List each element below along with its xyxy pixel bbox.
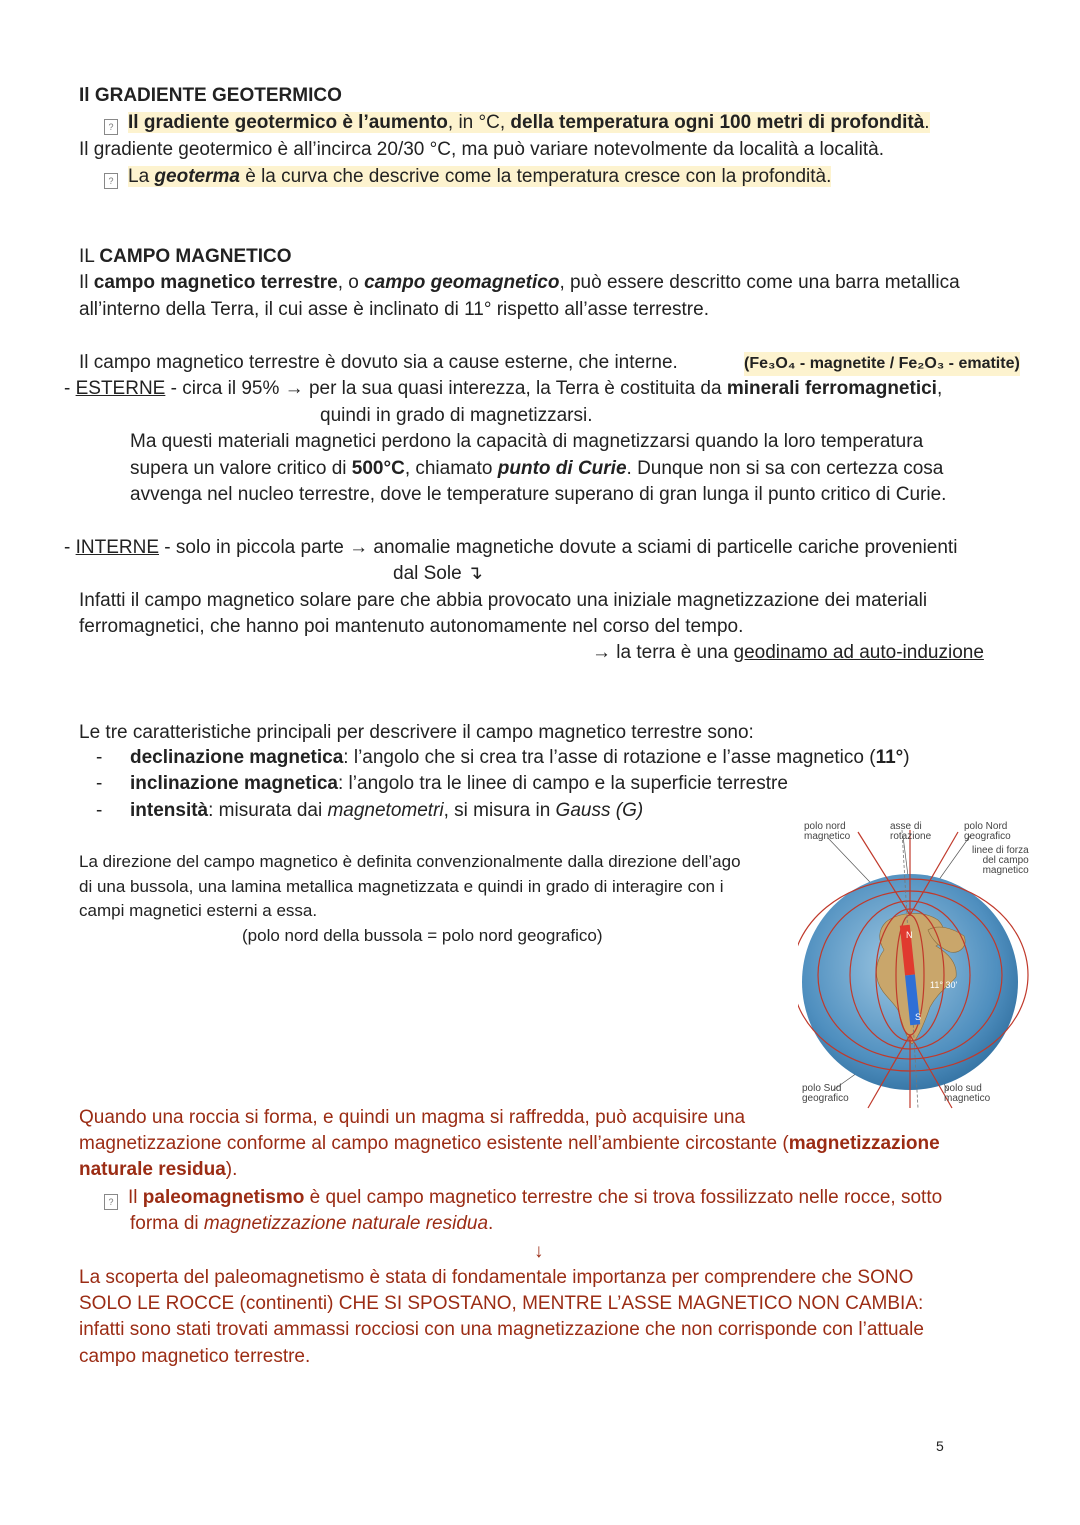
label-polo-nord-magnetico: polo nord magnetico (804, 821, 851, 842)
paragraph: avvenga nel nucleo terrestre, dove le temperature superano di gran lunga il punto critico di Curie. (130, 484, 947, 505)
label-polo-nord-geografico: polo Nord geografico (964, 821, 1011, 842)
paragraph: infatti sono stati trovati ammassi rocciosi con una magnetizzazione che non corrisponde con l’attuale (79, 1319, 924, 1340)
label-polo-sud-magnetico: polo sud magnetico (944, 1083, 991, 1104)
down-arrow: ↓ (534, 1241, 544, 1262)
bullet-icon: ? (104, 119, 118, 135)
list-item-esterne: - ESTERNE - circa il 95% → per la sua quasi interezza, la Terra è costituita da minerali ferromagnetici, (64, 378, 943, 399)
heading-gradiente: Il GRADIENTE GEOTERMICO (79, 85, 342, 106)
paragraph: Il campo magnetico terrestre è dovuto sia a cause esterne, che interne. (79, 352, 678, 373)
paragraph: campo magnetico terrestre. (79, 1346, 311, 1367)
label-linee-di-forza: linee di forza del campo magnetico (972, 845, 1029, 876)
paragraph: quindi in grado di magnetizzarsi. (320, 405, 593, 426)
paragraph: Ma questi materiali magnetici perdono la capacità di magnetizzarsi quando la loro temperatura (130, 431, 924, 452)
label-asse-rotazione: asse di rotazione (890, 821, 932, 842)
paragraph: SOLO LE ROCCE (continenti) CHE SI SPOSTANO, MENTRE L’ASSE MAGNETICO NON CAMBIA: (79, 1293, 924, 1314)
paragraph: di una bussola, una lamina metallica magnetizzata e quindi in grado di interagire con i (79, 877, 724, 896)
heading-campo-magnetico: IL CAMPO MAGNETICO (79, 246, 292, 267)
paragraph: Quando una roccia si forma, e quindi un magma si raffredda, può acquisire una (79, 1107, 746, 1128)
angle-label: 11° 30' (930, 980, 958, 990)
list-item-declinazione: - declinazione magnetica: l’angolo che si crea tra l’asse di rotazione e l’asse magnetico (11°) (96, 747, 910, 768)
paragraph: naturale residua). (79, 1159, 238, 1180)
paragraph: Il campo magnetico terrestre, o campo geomagnetico, può essere descritto come una barra metallica (79, 272, 960, 293)
paragraph: all’interno della Terra, il cui asse è inclinato di 11° rispetto all’asse terrestre. (79, 299, 709, 320)
list-item-intensita: - intensità: misurata dai magnetometri, si misura in Gauss (G) (96, 800, 644, 821)
bullet-geoterma: ? La geoterma è la curva che descrive come la temperatura cresce con la profondità. (104, 165, 831, 189)
paragraph: Il gradiente geotermico è all’incirca 20/30 °C, ma può variare notevolmente da località a località. (79, 139, 884, 160)
paragraph: La scoperta del paleomagnetismo è stata di fondamentale importanza per comprendere che SONO (79, 1267, 914, 1288)
page-number: 5 (936, 1438, 944, 1454)
bullet-icon: ? (104, 1194, 118, 1210)
bullet-paleomagnetismo: ? Il paleomagnetismo è quel campo magnetico terrestre che si trova fossilizzato nelle rocce, sotto (104, 1186, 942, 1210)
paragraph: supera un valore critico di 500°C, chiamato punto di Curie. Dunque non si sa con certezza cosa (130, 458, 944, 479)
formula-note: (Fe₃O₄ - magnetite / Fe₂O₃ - ematite) (744, 352, 1020, 376)
paragraph: ferromagnetici, che hanno poi mantenuto autonomamente nel corso del tempo. (79, 616, 744, 637)
bullet-icon: ? (104, 173, 118, 189)
paragraph: (polo nord della bussola = polo nord geografico) (242, 926, 603, 945)
list-item-interne: - INTERNE - solo in piccola parte → anomalie magnetiche dovute a sciami di particelle cariche provenienti (64, 537, 958, 558)
paragraph: forma di magnetizzazione naturale residua. (130, 1213, 494, 1234)
label-polo-sud-geografico: polo Sud geografico (802, 1083, 849, 1104)
paragraph: magnetizzazione conforme al campo magnetico esistente nell’ambiente circostante (magnetizzazione (79, 1133, 940, 1154)
magnet-s-label: S (915, 1012, 922, 1022)
bullet-gradiente-definition: ? Il gradiente geotermico è l’aumento, in °C, della temperatura ogni 100 metri di profondità. (104, 111, 930, 135)
paragraph: La direzione del campo magnetico è definita convenzionalmente dalla direzione dell’ago (79, 852, 741, 871)
paragraph: dal Sole ↴ (393, 563, 483, 584)
geodinamo-note: → la terra è una geodinamo ad auto-induzione (592, 642, 984, 663)
list-item-inclinazione: - inclinazione magnetica: l’angolo tra le linee di campo e la superficie terrestre (96, 773, 788, 794)
paragraph: Infatti il campo magnetico solare pare che abbia provocato una iniziale magnetizzazione dei materiali (79, 590, 928, 611)
earth-magnetic-field-diagram (798, 812, 1038, 1112)
paragraph: campi magnetici esterni a essa. (79, 901, 318, 920)
paragraph: Le tre caratteristiche principali per descrivere il campo magnetico terrestre sono: (79, 722, 754, 743)
magnet-n-label: N (906, 930, 913, 940)
